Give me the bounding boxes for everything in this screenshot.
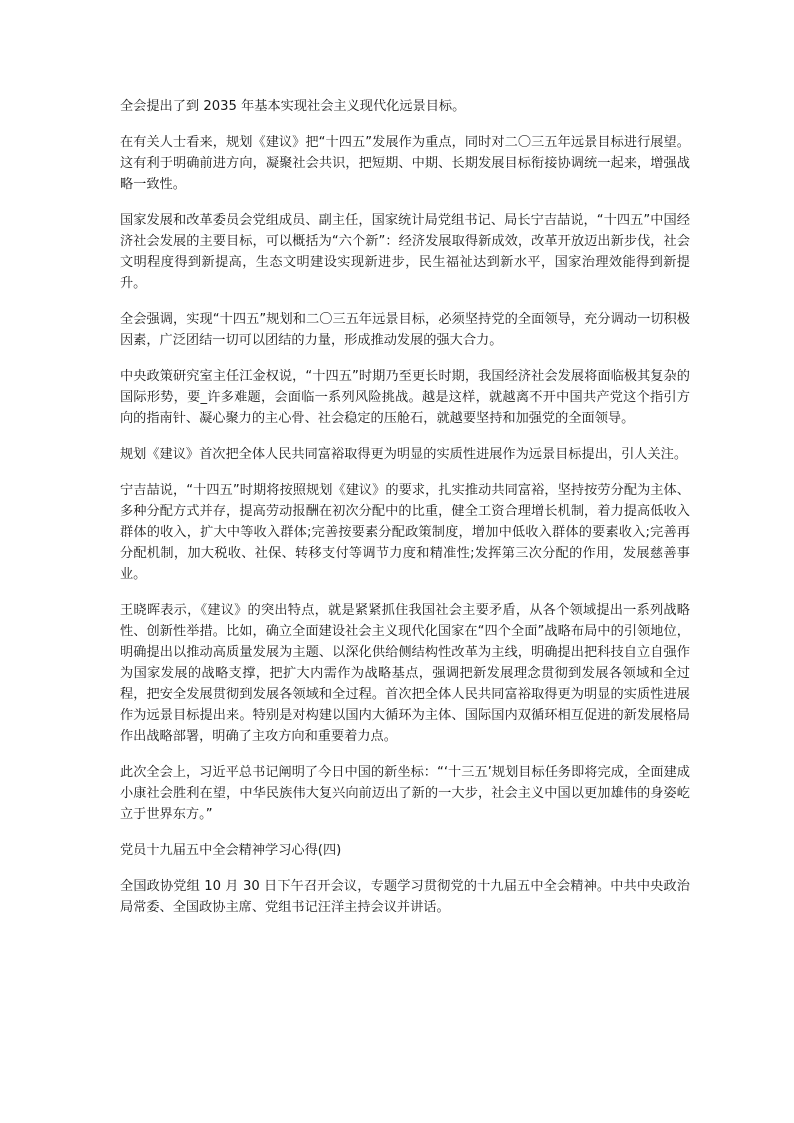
section-heading: 党员十九届五中全会精神学习心得(四)	[120, 843, 342, 858]
paragraph-6: 规划《建议》首次把全体人民共同富裕取得更为明显的实质性进展作为远景目标提出，引人关注。	[120, 447, 688, 462]
paragraph-3: 国家发展和改革委员会党组成员、副主任，国家统计局党组书记、局长宁吉喆说，“十四五”中国经济社会发展的主要目标，可以概括为“六个新”：经济发展取得新成效，改革开放迈出新步伐，社会文明程度得到新提高，生态文明建设实现新进步，民生福祉达到新水平，国家治理效能得到新提升。	[120, 213, 690, 291]
document-body	[120, 96, 690, 933]
paragraph-2: 在有关人士看来，规划《建议》把“十四五”发展作为重点，同时对二〇三五年远景目标进行展望。这有利于明确前进方向，凝聚社会共识，把短期、中期、长期发展目标衔接协调统一起来，增强战略一致性。	[120, 135, 690, 192]
paragraph-9: 此次全会上，习近平总书记阐明了今日中国的新坐标：“‘十三五’规划目标任务即将完成，全面建成小康社会胜利在望，中华民族伟大复兴向前迈出了新的一大步，社会主义中国以更加雄伟的身姿屹立于世界东方。”	[120, 765, 690, 822]
closing-paragraph: 全国政协党组 10 月 30 日下午召开会议，专题学习贯彻党的十九届五中全会精神。中共中央政治局常委、全国政协主席、党组书记汪洋主持会议并讲话。	[120, 879, 690, 915]
paragraph-7: 宁吉喆说，“十四五”时期将按照规划《建议》的要求，扎实推动共同富裕，坚持按劳分配为主体、多种分配方式并存，提高劳动报酬在初次分配中的比重，健全工资合理增长机制，着力提高低收入群体的收入，扩大中等收入群体;完善按要素分配政策制度，增加中低收入群体的要素收入;完善再分配机制，加大税收、社保、转移支付等调节力度和精准性;发挥第三次分配的作用，发展慈善事业。	[120, 483, 690, 582]
paragraph-4: 全会强调，实现“十四五”规划和二〇三五年远景目标，必须坚持党的全面领导，充分调动一切积极因素，广泛团结一切可以团结的力量，形成推动发展的强大合力。	[120, 312, 690, 348]
paragraph-1: 全会提出了到 2035 年基本实现社会主义现代化远景目标。	[120, 99, 466, 114]
paragraph-5: 中央政策研究室主任江金权说，“十四五”时期乃至更长时期，我国经济社会发展将面临极其复杂的国际形势，要_许多难题，会面临一系列风险挑战。越是这样，就越离不开中国共产党这个指引方向的指南针、凝心聚力的主心骨、社会稳定的压舱石，就越要坚持和加强党的全面领导。	[120, 369, 690, 426]
paragraph-8: 王晓晖表示，《建议》的突出特点，就是紧紧抓住我国社会主要矛盾，从各个领域提出一系列战略性、创新性举措。比如，确立全面建设社会主义现代化国家在“四个全面”战略布局中的引领地位，明确提出以推动高质量发展为主题、以深化供给侧结构性改革为主线，明确提出把科技自立自强作为国家发展的战略支撑，把扩大内需作为战略基点，强调把新发展理念贯彻到发展各领域和全过程，把安全发展贯彻到发展各领域和全过程。首次把全体人民共同富裕取得更为明显的实质性进展作为远景目标提出来。特别是对构建以国内大循环为主体、国际国内双循环相互促进的新发展格局作出战略部署，明确了主攻方向和重要着力点。	[120, 603, 690, 744]
